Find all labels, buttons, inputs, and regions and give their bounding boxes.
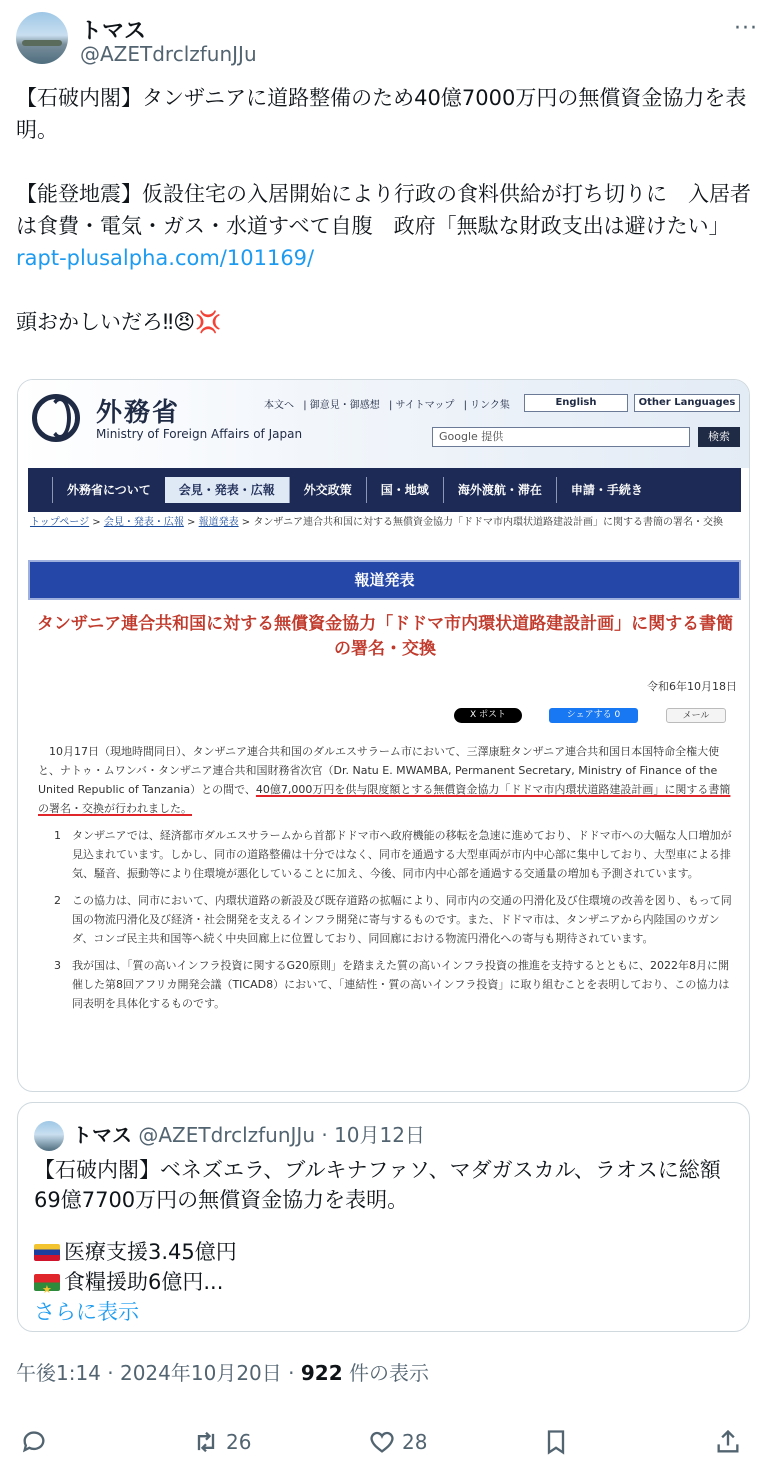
breadcrumb-current: タンザニア連合共和国に対する無償資金協力「ドドマ市内環状道路建設計画」に関する書簡の署名・交換: [253, 517, 723, 528]
nav-item: 国・地域: [366, 477, 443, 503]
tweet-text: [16, 82, 756, 338]
heart-icon: [368, 1428, 396, 1456]
article-item: 1 タンザニアでは、経済都市ダルエスサラームから首都ドドマ市へ政府機能の移転を急速に進めており、ドドマ市への大幅な人口増加が見込まれています。しかし、同市の道路整備は十分ではなく、同市を通過する大型車両が市内中心部に集中しており、大型車による排気、騒音、振動等により住環境が悪化していることに加え、今後、同市内中心部を通過する交通量の増加も予測されています。: [54, 829, 732, 880]
reply-icon: [20, 1428, 48, 1456]
mofa-nav: [28, 468, 741, 512]
breadcrumb-level-2: 会見・発表・広報: [103, 517, 184, 528]
utility-links: [264, 396, 516, 411]
english-button: English: [524, 394, 628, 412]
underlined-highlight: 40億7,000万円を供与限度額とする無償資金協力「ドドマ市内環状道路建設計画」に関する書簡の署名・交換が行われました。: [38, 783, 731, 815]
show-more-link[interactable]: さらに表示: [34, 1300, 139, 1324]
more-options-icon[interactable]: ···: [734, 16, 758, 41]
like-count: 28: [402, 1430, 428, 1454]
article-date: 令和6年10月18日: [647, 680, 737, 693]
quoted-header: [72, 1119, 425, 1148]
share-button[interactable]: [714, 1428, 748, 1456]
article-body: [38, 742, 738, 1021]
mofa-emblem-icon: [32, 394, 80, 442]
tweet-paragraph-1: 【石破内閣】タンザニアに道路整備のため40億7000万円の無償資金協力を表明。: [16, 86, 747, 142]
share-facebook-button: シェアする 0: [549, 708, 638, 723]
search-button: 検索: [698, 427, 740, 447]
view-count: 922: [300, 1361, 343, 1385]
search-input: Google 提供: [432, 427, 690, 447]
breadcrumb-home: トップページ: [30, 517, 90, 528]
like-button[interactable]: [368, 1428, 427, 1456]
article-item: 2 この協力は、同市において、内環状道路の新設及び既存道路の拡幅により、同市内の交通の円滑化及び住環境の改善を図り、もって同国の物流円滑化及び経済・社会開発を支えるインフラ開発に寄与するものです。また、ドドマ市は、タンザニアから内陸国のウガンダ、コンゴ民主共和国等へ続く中央回廊上に位置しており、同回廊における物流円滑化への寄与も期待されています。: [54, 894, 732, 945]
utility-link: | サイトマップ: [388, 400, 455, 411]
nav-item: 海外渡航・滞在: [443, 477, 556, 503]
retweet-count: 26: [226, 1430, 252, 1454]
share-mail-button: メール: [666, 708, 726, 723]
nav-item: 外交政策: [289, 477, 366, 503]
share-icon: [714, 1428, 742, 1456]
utility-link: | 御意見・御感想: [303, 400, 380, 411]
mofa-title-jp: 外務省: [96, 398, 181, 428]
bookmark-icon: [542, 1428, 570, 1456]
quoted-author-handle: @AZETdrclzfunJJu: [138, 1123, 315, 1147]
burkina-faso-flag-icon: [34, 1274, 60, 1291]
breadcrumb: トップページ > 会見・発表・広報 > 報道発表 > タンザニア連合共和国に対する無償資金協力「ドドマ市内環状道路建設計画」に関する書簡の署名・交換: [30, 517, 723, 528]
article-lead: 10月17日（現地時間同日）、タンザニア連合共和国のダルエスサラーム市において、三澤康駐タンザニア連合共和国日本国特命全権大使と、ナトゥ・ムワンバ・タンザニア連合共和国財務省次官（Dr. Natu E. MWAMBA, Permanent Secretary, Ministry of Finance of the United Republic of Tanzania）との間で、40億7,000万円を供与限度額とする無償資金協力「ドドマ市内環状道路建設計画」に関する書簡の署名・交換が行われました。: [38, 745, 731, 815]
retweet-button[interactable]: [192, 1428, 251, 1456]
quoted-line-burkina: 食糧援助6億円...: [64, 1270, 224, 1294]
tweet-meta: [16, 1357, 429, 1386]
quoted-line-venezuela: 医療支援3.45億円: [64, 1240, 237, 1264]
nav-item-active: 会見・発表・広報: [165, 477, 289, 503]
action-bar: [16, 1424, 758, 1464]
utility-link: | リンク集: [463, 400, 510, 411]
utility-link: 本文へ: [264, 400, 294, 411]
mofa-title-en: Ministry of Foreign Affairs of Japan: [96, 427, 303, 441]
bookmark-button[interactable]: [542, 1428, 576, 1456]
article-item: 3 我が国は、「質の高いインフラ投資に関するG20原則」を踏まえた質の高いインフラ投資の推進を支持するとともに、2022年8月に開催した第8回アフリカ開発会議（TICAD8）において、「連結性・質の高いインフラ投資」に取り組むことを表明しており、この協力は同表明を具体化するものです。: [54, 959, 730, 1010]
other-languages-button: Other Languages: [634, 394, 740, 412]
quoted-avatar: [34, 1121, 64, 1151]
view-label: 件の表示: [342, 1361, 429, 1385]
mofa-header: [18, 380, 749, 468]
tweet-header: [16, 12, 758, 68]
press-release-bar: 報道発表: [28, 560, 741, 600]
tweet-paragraph-3: 頭おかしいだろ‼😠💢: [16, 310, 222, 334]
quoted-text: [34, 1155, 734, 1327]
reply-button[interactable]: [20, 1428, 54, 1456]
tweet-link[interactable]: rapt-plusalpha.com/101169/: [16, 246, 315, 270]
avatar[interactable]: [16, 12, 68, 64]
quoted-author-name: トマス: [72, 1123, 132, 1147]
quoted-paragraph: 【石破内閣】ベネズエラ、ブルキナファソ、マダガスカル、ラオスに総額69億7700万円の無償資金協力を表明。: [34, 1158, 721, 1212]
venezuela-flag-icon: [34, 1244, 60, 1261]
tweet-timestamp[interactable]: 午後1:14 · 2024年10月20日 ·: [16, 1361, 301, 1385]
article-headline: タンザニア連合共和国に対する無償資金協力「ドドマ市内環状道路建設計画」に関する書簡の署名・交換: [36, 614, 734, 659]
tweet-paragraph-2: 【能登地震】仮設住宅の入居開始により行政の食料供給が打ち切りに 入居者は食費・電気・ガス・水道すべて自腹 政府「無駄な財政支出は避けたい」: [16, 182, 751, 238]
attached-image-card[interactable]: [17, 379, 750, 1092]
quoted-date: · 10月12日: [321, 1123, 425, 1147]
quoted-tweet[interactable]: [17, 1102, 750, 1332]
breadcrumb-level-3: 報道発表: [198, 517, 239, 528]
author-handle[interactable]: @AZETdrclzfunJJu: [80, 42, 257, 66]
retweet-icon: [192, 1428, 220, 1456]
author-name[interactable]: トマス: [80, 19, 147, 44]
share-x-button: X ポスト: [454, 708, 522, 723]
nav-item: 申請・手続き: [556, 477, 657, 503]
nav-item: 外務省について: [52, 477, 165, 503]
